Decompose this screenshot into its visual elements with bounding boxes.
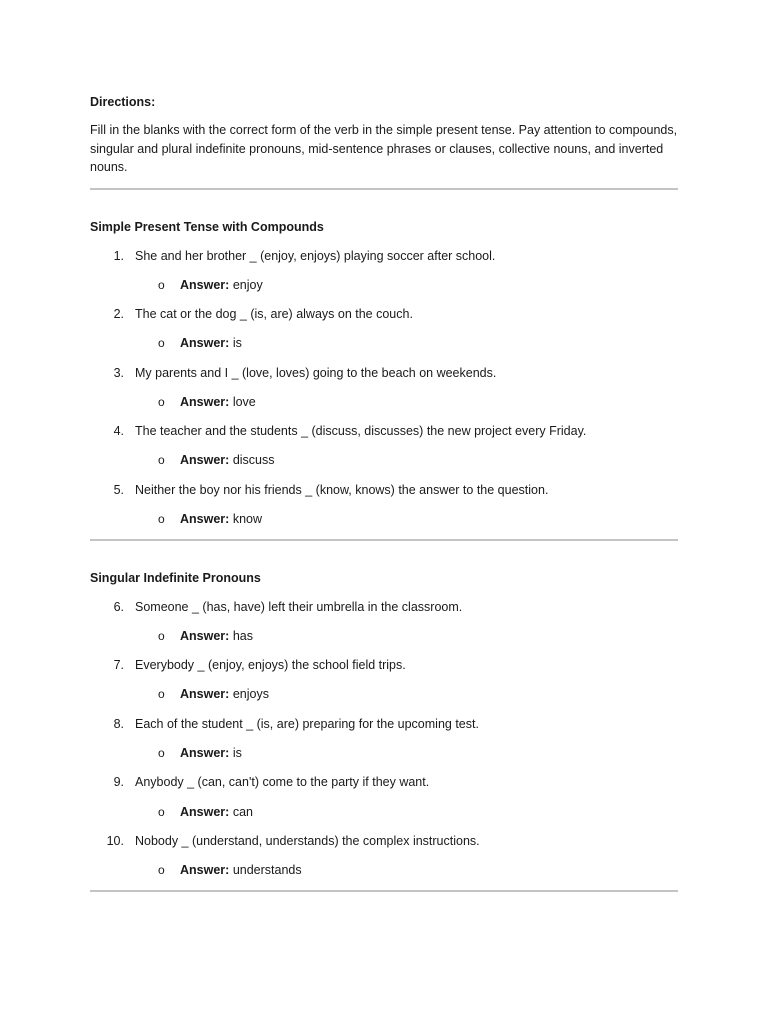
answer-line bbox=[180, 861, 302, 879]
bullet-icon: o bbox=[158, 395, 165, 409]
directions-text: Fill in the blanks with the correct form of the verb in the simple present tense. Pay attention to compounds, singular and plural indefinite pronouns, mid-sentence phrases or clauses, collective nouns, and inverted nouns. bbox=[90, 123, 678, 174]
answer-label: Answer: bbox=[180, 453, 230, 467]
answer-line bbox=[180, 393, 256, 411]
section-divider bbox=[90, 188, 678, 190]
section-divider bbox=[90, 539, 678, 541]
answer-value: enjoys bbox=[232, 687, 269, 701]
bullet-icon: o bbox=[158, 453, 165, 467]
bullet-icon: o bbox=[158, 863, 165, 877]
question-number: 2. bbox=[113, 307, 124, 321]
question-number: 3. bbox=[113, 366, 124, 380]
question-number: 6. bbox=[113, 600, 124, 614]
answer-value: enjoy bbox=[232, 278, 263, 292]
directions-heading: Directions: bbox=[90, 95, 156, 109]
bullet-icon: o bbox=[158, 512, 165, 526]
answer-value: discuss bbox=[232, 453, 275, 467]
answer-label: Answer: bbox=[180, 805, 230, 819]
answer-value: has bbox=[232, 629, 253, 643]
bullet-icon: o bbox=[158, 687, 165, 701]
answer-value: understands bbox=[232, 863, 302, 877]
answer-line bbox=[180, 627, 253, 645]
question-text: Nobody _ (understand, understands) the complex instructions. bbox=[135, 834, 480, 848]
question-text: Everybody _ (enjoy, enjoys) the school field trips. bbox=[135, 658, 406, 672]
question-number: 4. bbox=[113, 424, 124, 438]
question-text: Each of the student _ (is, are) preparing for the upcoming test. bbox=[135, 717, 479, 731]
answer-line bbox=[180, 744, 242, 762]
answer-value: is bbox=[232, 746, 242, 760]
section-divider bbox=[90, 890, 678, 892]
section-heading-pronouns: Singular Indefinite Pronouns bbox=[90, 571, 261, 585]
answer-line bbox=[180, 803, 253, 821]
question-text: The cat or the dog _ (is, are) always on the couch. bbox=[135, 307, 413, 321]
question-text: She and her brother _ (enjoy, enjoys) playing soccer after school. bbox=[135, 249, 496, 263]
answer-label: Answer: bbox=[180, 395, 230, 409]
question-text: Someone _ (has, have) left their umbrella in the classroom. bbox=[135, 600, 463, 614]
bullet-icon: o bbox=[158, 805, 165, 819]
question-number: 10. bbox=[106, 834, 124, 848]
answer-label: Answer: bbox=[180, 746, 230, 760]
answer-value: is bbox=[232, 336, 242, 350]
bullet-icon: o bbox=[158, 336, 165, 350]
question-number: 8. bbox=[113, 717, 124, 731]
question-number: 1. bbox=[113, 249, 124, 263]
answer-line bbox=[180, 510, 262, 528]
answer-line bbox=[180, 685, 269, 703]
answer-line bbox=[180, 451, 275, 469]
answer-line bbox=[180, 334, 242, 352]
question-number: 9. bbox=[113, 775, 124, 789]
question-text: The teacher and the students _ (discuss, discusses) the new project every Friday. bbox=[135, 424, 587, 438]
answer-value: love bbox=[232, 395, 256, 409]
answer-value: can bbox=[232, 805, 253, 819]
bullet-icon: o bbox=[158, 278, 165, 292]
answer-label: Answer: bbox=[180, 512, 230, 526]
question-text: My parents and I _ (love, loves) going to the beach on weekends. bbox=[135, 366, 497, 380]
answer-label: Answer: bbox=[180, 278, 230, 292]
answer-label: Answer: bbox=[180, 629, 230, 643]
question-number: 5. bbox=[113, 483, 124, 497]
section-heading-compounds: Simple Present Tense with Compounds bbox=[90, 220, 324, 234]
bullet-icon: o bbox=[158, 629, 165, 643]
answer-label: Answer: bbox=[180, 863, 230, 877]
answer-label: Answer: bbox=[180, 687, 230, 701]
question-text: Anybody _ (can, can't) come to the party if they want. bbox=[135, 775, 430, 789]
question-text: Neither the boy nor his friends _ (know, knows) the answer to the question. bbox=[135, 483, 549, 497]
answer-value: know bbox=[232, 512, 262, 526]
question-number: 7. bbox=[113, 658, 124, 672]
bullet-icon: o bbox=[158, 746, 165, 760]
answer-label: Answer: bbox=[180, 336, 230, 350]
answer-line bbox=[180, 276, 263, 294]
